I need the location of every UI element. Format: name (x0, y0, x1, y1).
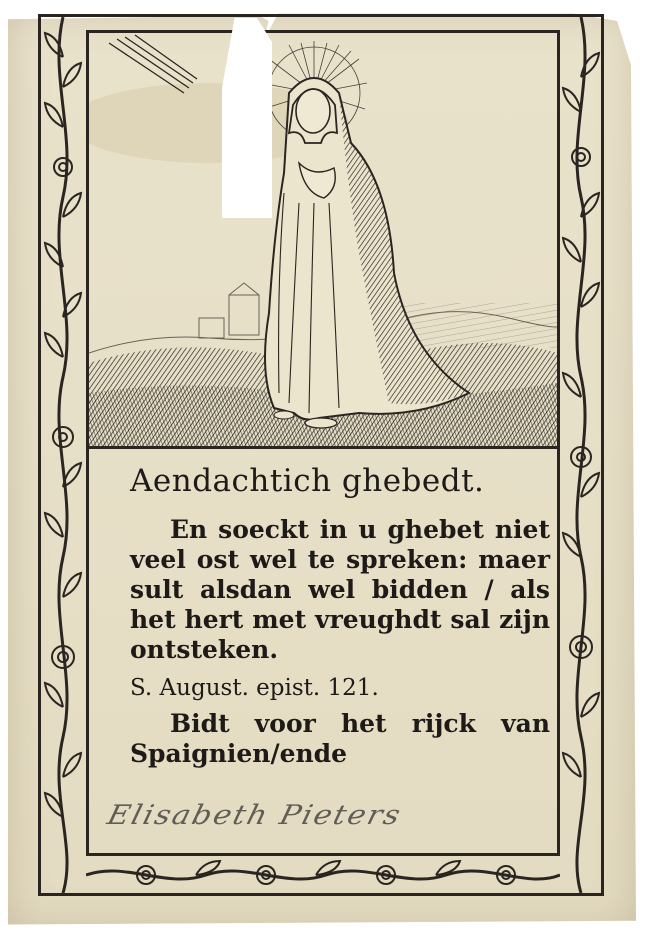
left-floral-border (41, 17, 86, 893)
prayer-line: Spaignien/ende (130, 739, 348, 768)
prayer-request (130, 709, 550, 769)
quotation-line: sult alsdan wel bidden / als (130, 575, 550, 604)
quotation-line: En soeckt in u ghebet niet (170, 515, 550, 544)
quotation-line: ontsteken. (130, 635, 279, 664)
right-floral-border (560, 17, 602, 893)
quotation-text (130, 515, 550, 665)
prayer-line: Bidt voor het rijck van (170, 709, 550, 738)
bottom-floral-border (86, 856, 560, 894)
image-text-divider (86, 446, 560, 449)
handwritten-name: Elisabeth Pieters (104, 799, 406, 832)
quotation-line: veel ost wel te spreken: maer (130, 545, 550, 574)
citation-reference: S. August. epist. 121. (130, 675, 379, 701)
saint-engraving (89, 33, 557, 448)
handwritten-inscription (104, 790, 528, 850)
quotation-line: het hert met vreughdt sal zijn (130, 605, 550, 634)
torn-paper-gap (222, 18, 272, 218)
print-title: Aendachtich ghebedt. (130, 463, 485, 499)
